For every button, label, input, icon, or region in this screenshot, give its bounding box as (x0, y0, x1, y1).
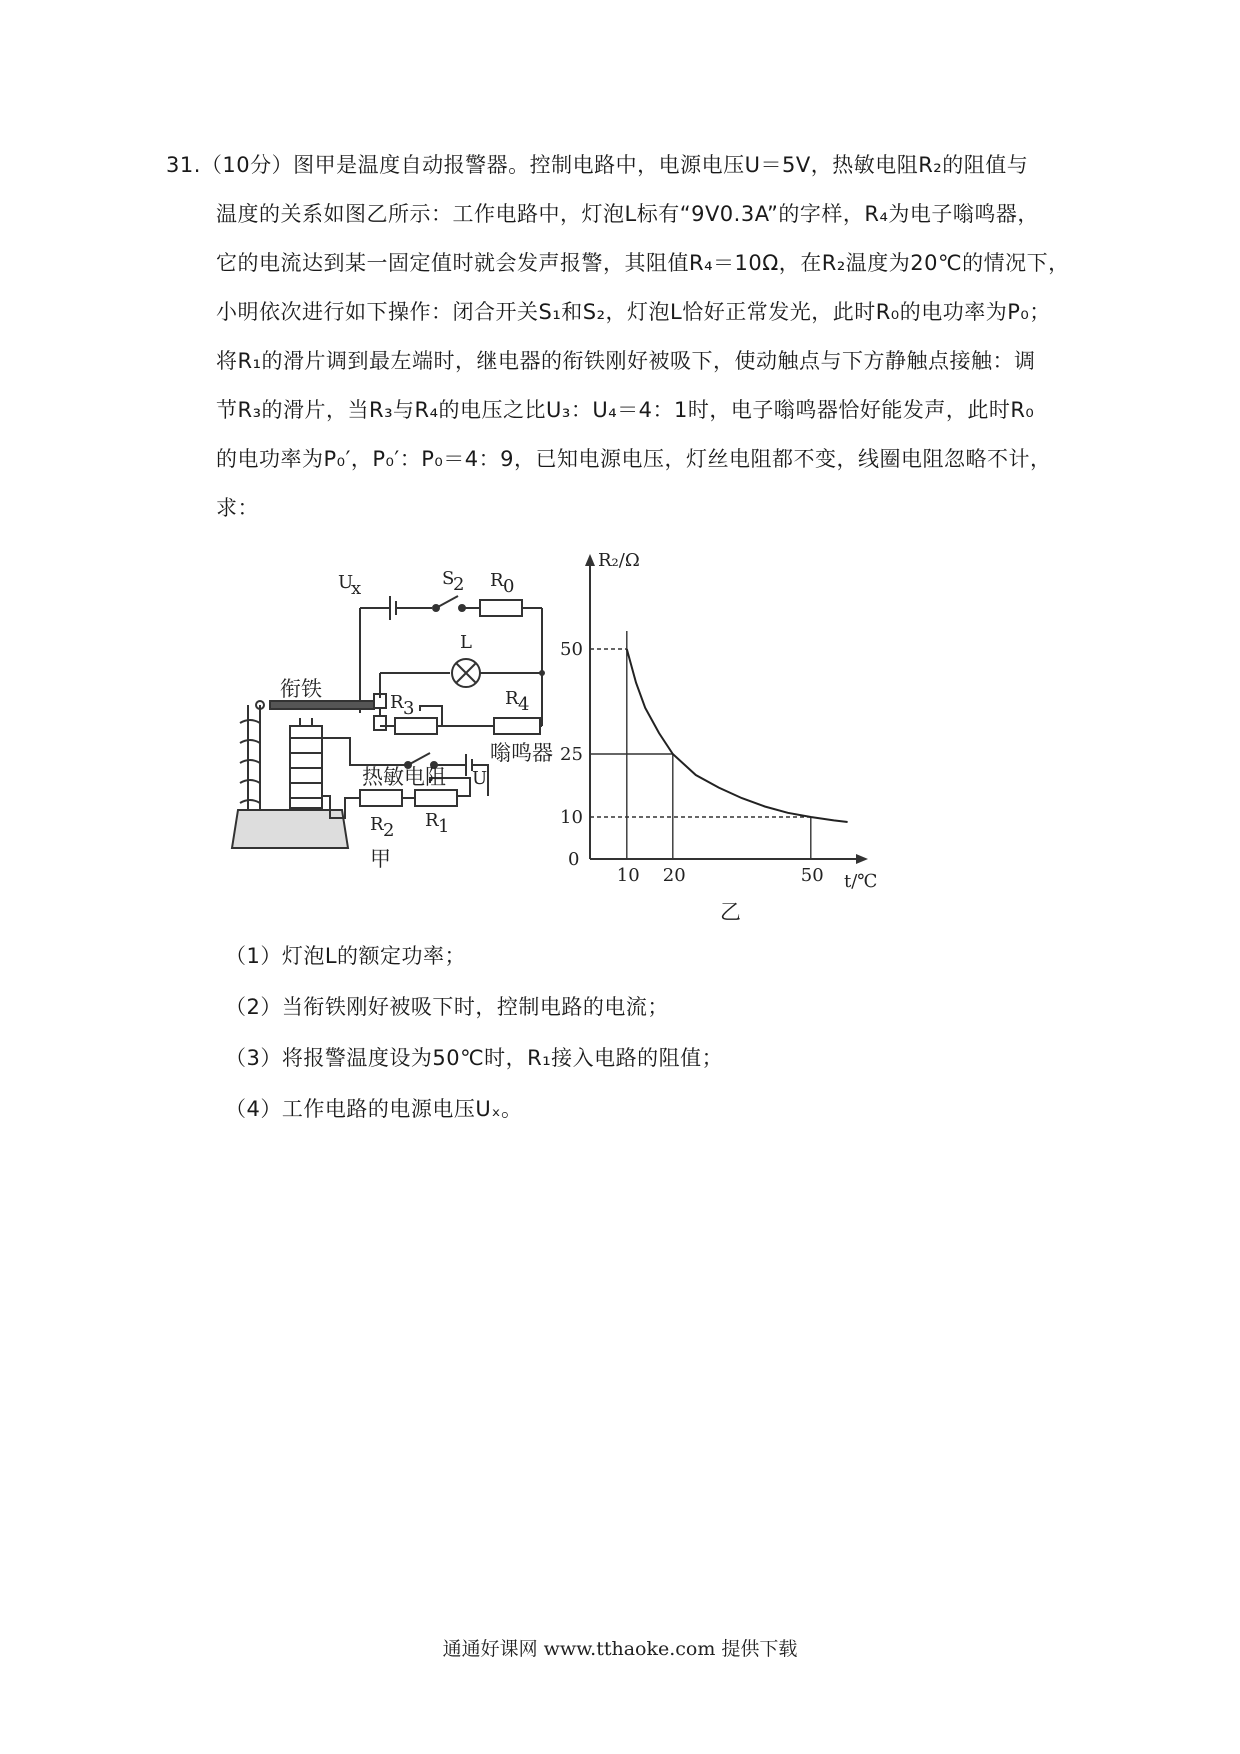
resistor-r4-buzzer (494, 718, 540, 734)
r2-curve (627, 649, 848, 822)
relay-contact-lower (374, 716, 386, 730)
resistance-temperature-graph (560, 550, 877, 924)
problem-line: 小明依次进行如下操作：闭合开关S₁和S₂，灯泡L恰好正常发光，此时R₀的电功率为P₀； (216, 300, 1051, 324)
armature (270, 701, 374, 709)
x-tick-label: 20 (662, 865, 686, 886)
x-tick-label: 10 (616, 865, 640, 886)
caption-jia: 甲 (370, 847, 391, 871)
label-r3-sub: 3 (403, 698, 415, 719)
x-tick-label: 50 (800, 865, 824, 886)
sub-questions (225, 946, 723, 1150)
question-4: （4）工作电路的电源电压Uₓ。 (225, 1097, 523, 1121)
label-r4-sub: 4 (518, 694, 530, 715)
figure-svg (230, 548, 1040, 928)
label-s2: S (442, 568, 455, 589)
label-r0-sub: 0 (503, 576, 515, 597)
problem-line: 求： (216, 496, 259, 520)
label-r0: R (490, 570, 504, 591)
problem-statement (166, 153, 1070, 547)
switch-s1 (408, 753, 430, 765)
thermistor-r2 (360, 790, 402, 806)
switch-s2 (436, 596, 458, 608)
label-buzzer: 嗡鸣器 (490, 741, 553, 765)
problem-line: 将R₁的滑片调到最左端时，继电器的衔铁刚好被吸下，使动触点与下方静触点接触：调 (216, 349, 1036, 373)
origin-label: 0 (568, 849, 580, 870)
problem-line: 温度的关系如图乙所示：工作电路中，灯泡L标有“9V0.3A”的字样，R₄为电子嗡鸣器， (216, 202, 1039, 226)
label-l: L (460, 632, 472, 653)
resistor-r0 (480, 600, 522, 616)
question-3: （3）将报警温度设为50℃时，R₁接入电路的阻值； (225, 1046, 724, 1070)
label-r4: R (505, 688, 519, 709)
rheostat-r3 (395, 718, 437, 734)
question-1: （1）灯泡L的额定功率； (225, 944, 467, 968)
rheostat-r1 (415, 790, 457, 806)
caption-yi: 乙 (720, 900, 741, 924)
problem-line: 它的电流达到某一固定值时就会发声报警，其阻值R₄＝10Ω，在R₂温度为20℃的情况下， (216, 251, 1070, 275)
problem-line: 的电功率为P₀′，P₀′：P₀＝4：9，已知电源电压，灯丝电阻都不变，线圈电阻忽略不计， (216, 447, 1052, 471)
y-tick-label: 10 (560, 807, 583, 828)
label-ux-sub: x (351, 578, 362, 599)
y-tick-label: 25 (560, 744, 583, 765)
label-r1: R (425, 810, 439, 831)
problem-line: 节R₃的滑片，当R₃与R₄的电压之比U₃：U₄＝4：1时，电子嗡鸣器恰好能发声，此时R₀ (216, 398, 1035, 422)
x-axis-arrow (856, 854, 868, 864)
label-r2: R (370, 814, 384, 835)
label-r3: R (390, 692, 404, 713)
label-r2-sub: 2 (383, 820, 395, 841)
y-tick-label: 50 (560, 639, 583, 660)
footer-source: 通通好课网 www.tthaoke.com 提供下载 (442, 1638, 798, 1660)
problem-line: 31.（10分）图甲是温度自动报警器。控制电路中，电源电压U＝5V，热敏电阻R₂的阻值与 (166, 153, 1029, 177)
y-axis-label: R₂/Ω (598, 550, 640, 571)
label-thermistor: 热敏电阻 (362, 765, 446, 789)
question-2: （2）当衔铁刚好被吸下时，控制电路的电流； (225, 995, 669, 1019)
y-axis-arrow (585, 554, 595, 566)
label-ux: U (338, 572, 354, 593)
x-axis-label: t/℃ (844, 871, 878, 892)
label-r1-sub: 1 (438, 816, 450, 837)
circuit-diagram (232, 596, 544, 848)
figure (230, 548, 1040, 928)
label-s2-sub: 2 (453, 574, 465, 595)
label-armature: 衔铁 (280, 677, 322, 701)
label-u: U (472, 768, 488, 789)
